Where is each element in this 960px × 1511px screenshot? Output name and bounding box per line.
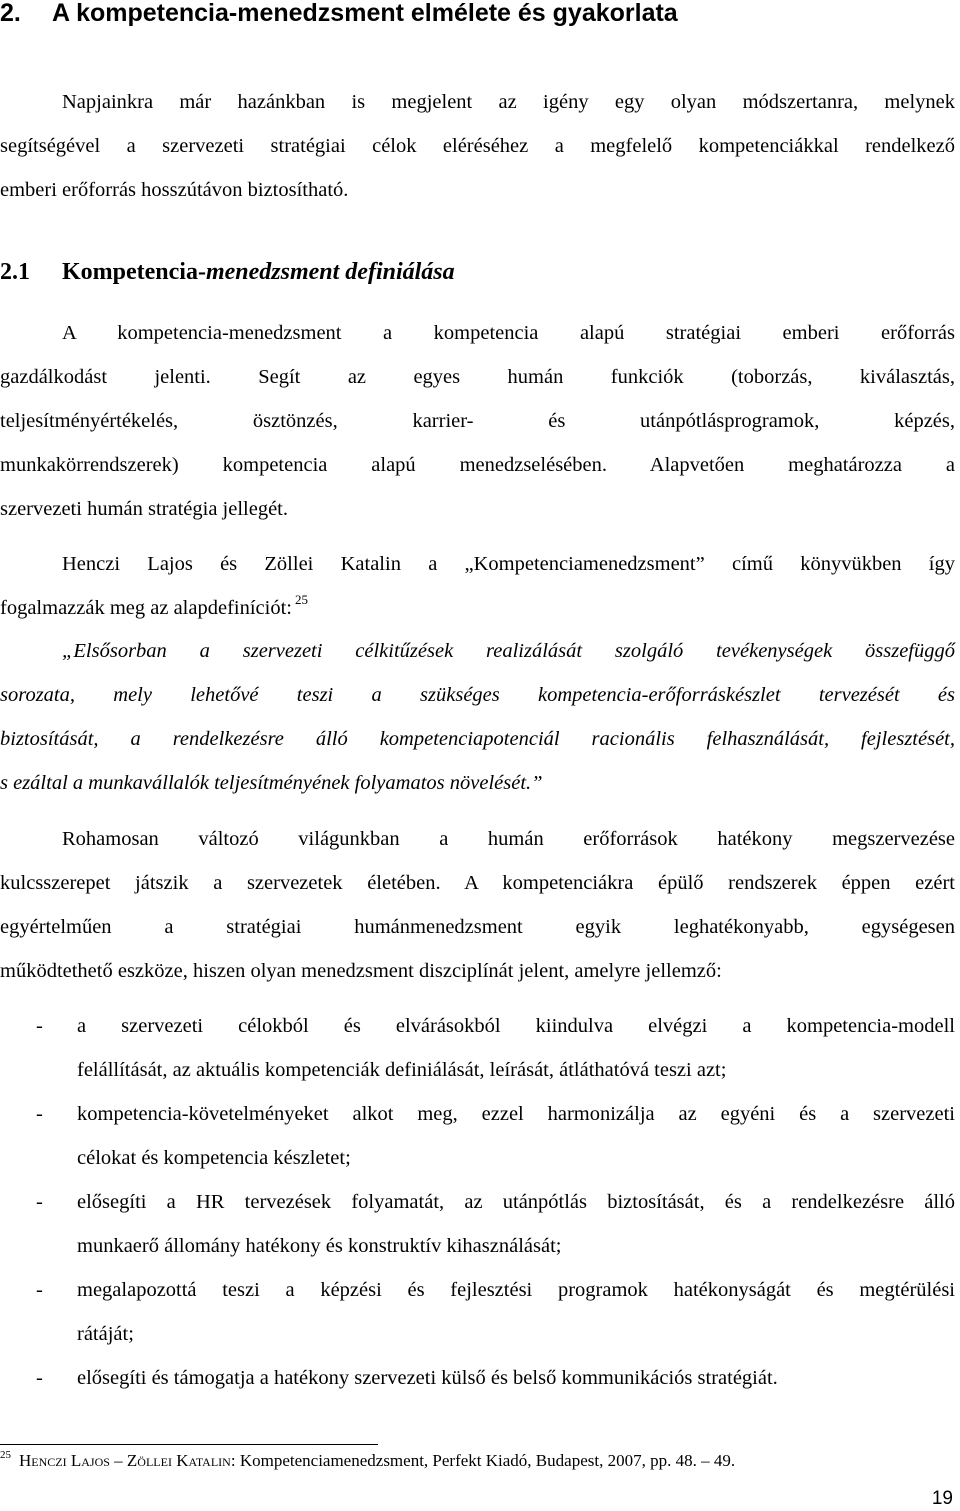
paragraph-line: Rohamosan változó világunkban a humán erőforrások hatékony megszervezése [62, 828, 955, 850]
quote-line: biztosítását, a rendelkezésre álló kompetenciapotenciál racionális felhasználását, fejlesztését, [0, 728, 955, 750]
quote-line: s ezáltal a munkavállalók teljesítményének folyamatos növelését.” [0, 772, 543, 794]
paragraph-line: működtethető eszköze, hiszen olyan menedzsment diszciplínát jelent, amelyre jellemző: [0, 960, 722, 982]
paragraph-line: teljesítményértékelés, ösztönzés, karrier- és utánpótlásprogramok, képzés, [0, 410, 955, 432]
footnote-number: 25 [0, 1449, 11, 1461]
feature-list [0, 1004, 955, 1400]
list-item [0, 1268, 955, 1356]
footnote-reference: 25 [294, 592, 308, 607]
intro-paragraph [0, 80, 955, 212]
chapter-number: 2. [0, 0, 21, 27]
footnote [0, 1448, 955, 1474]
section-number: 2.1 [0, 259, 30, 285]
paragraph-line: segítségével a szervezeti stratégiai célok eléréséhez a megfelelő kompetenciákkal rendelkező [0, 135, 955, 157]
list-item-line: munkaerő állomány hatékony és konstruktív kihasználását; [77, 1235, 562, 1257]
footnote-text: Kompetenciamenedzsment, Perfekt Kiadó, Budapest, 2007, pp. 48. – 49. [239, 1451, 736, 1470]
list-item-line: felállítását, az aktuális kompetenciák definiálását, leírását, átláthatóvá teszi azt; [77, 1059, 727, 1081]
list-dash: - [36, 1191, 43, 1213]
list-item-line: elősegíti és támogatja a hatékony szervezeti külső és belső kommunikációs stratégiát. [77, 1367, 778, 1389]
definition-quote [0, 629, 955, 805]
page-number: 19 [931, 1488, 953, 1509]
paragraph-line: egyértelműen a stratégiai humánmenedzsment egyik leghatékonyabb, egységesen [0, 916, 955, 938]
closing-paragraph [0, 817, 955, 993]
list-item-line: elősegíti a HR tervezések folyamatát, az utánpótlás biztosítását, és a rendelkezésre álló [77, 1191, 955, 1213]
chapter-title [0, 0, 960, 30]
paragraph-line: emberi erőforrás hosszútávon biztosítható. [0, 179, 349, 201]
paragraph-line: munkakörrendszerek) kompetencia alapú menedzselésében. Alapvetően meghatározza a [0, 454, 955, 476]
list-item [0, 1004, 955, 1092]
section-title-upright: Kompetencia- [62, 259, 206, 285]
list-item [0, 1092, 955, 1180]
list-item-line: a szervezeti célokból és elvárásokból kiindulva elvégzi a kompetencia-modell [77, 1015, 955, 1037]
list-item-line: megalapozottá teszi a képzési és fejlesztési programok hatékonyságát és megtérülési [77, 1279, 955, 1301]
section-title-italic: menedzsment definiálása [205, 259, 455, 285]
list-dash: - [36, 1103, 43, 1125]
chapter-title-text: A kompetencia-menedzsment elmélete és gyakorlata [52, 0, 678, 27]
paragraph-line: szervezeti humán stratégia jellegét. [0, 498, 289, 520]
paragraph-line: gazdálkodást jelenti. Segít az egyes humán funkciók (toborzás, kiválasztás, [0, 366, 955, 388]
paragraph-line: Henczi Lajos és Zöllei Katalin a „Kompetenciamenedzsment” című könyvükben így [62, 553, 955, 575]
list-item-line: célokat és kompetencia készletet; [77, 1147, 351, 1169]
list-item-line: kompetencia-követelményeket alkot meg, ezzel harmonizálja az egyéni és a szervezeti [77, 1103, 955, 1125]
footnote-authors: Henczi Lajos – Zöllei Katalin: [19, 1451, 236, 1470]
list-item-line: rátáját; [77, 1323, 134, 1345]
paragraph-line: Napjainkra már hazánkban is megjelent az igény egy olyan módszertanra, melynek [62, 91, 955, 113]
list-dash: - [36, 1015, 43, 1037]
footnote-separator [0, 1444, 378, 1445]
paragraph-line [0, 586, 955, 630]
list-item [0, 1356, 955, 1400]
list-dash: - [36, 1367, 43, 1389]
quote-line: sorozata, mely lehetővé teszi a szükséges kompetencia-erőforráskészlet tervezését és [0, 684, 955, 706]
list-item [0, 1180, 955, 1268]
paragraph-line: A kompetencia-menedzsment a kompetencia alapú stratégiai emberi erőforrás [62, 322, 955, 344]
list-dash: - [36, 1279, 43, 1301]
quote-line: „Elsősorban a szervezeti célkitűzések realizálását szolgáló tevékenységek összefüggő [62, 640, 955, 662]
citation-paragraph [0, 542, 955, 630]
paragraph-line: kulcsszerepet játszik a szervezetek életében. A kompetenciákra épülő rendszerek éppen ezért [0, 872, 955, 894]
definition-paragraph [0, 311, 955, 531]
section-heading [0, 252, 455, 292]
paragraph-line-text: fogalmazzák meg az alapdefiníciót: [0, 597, 292, 619]
